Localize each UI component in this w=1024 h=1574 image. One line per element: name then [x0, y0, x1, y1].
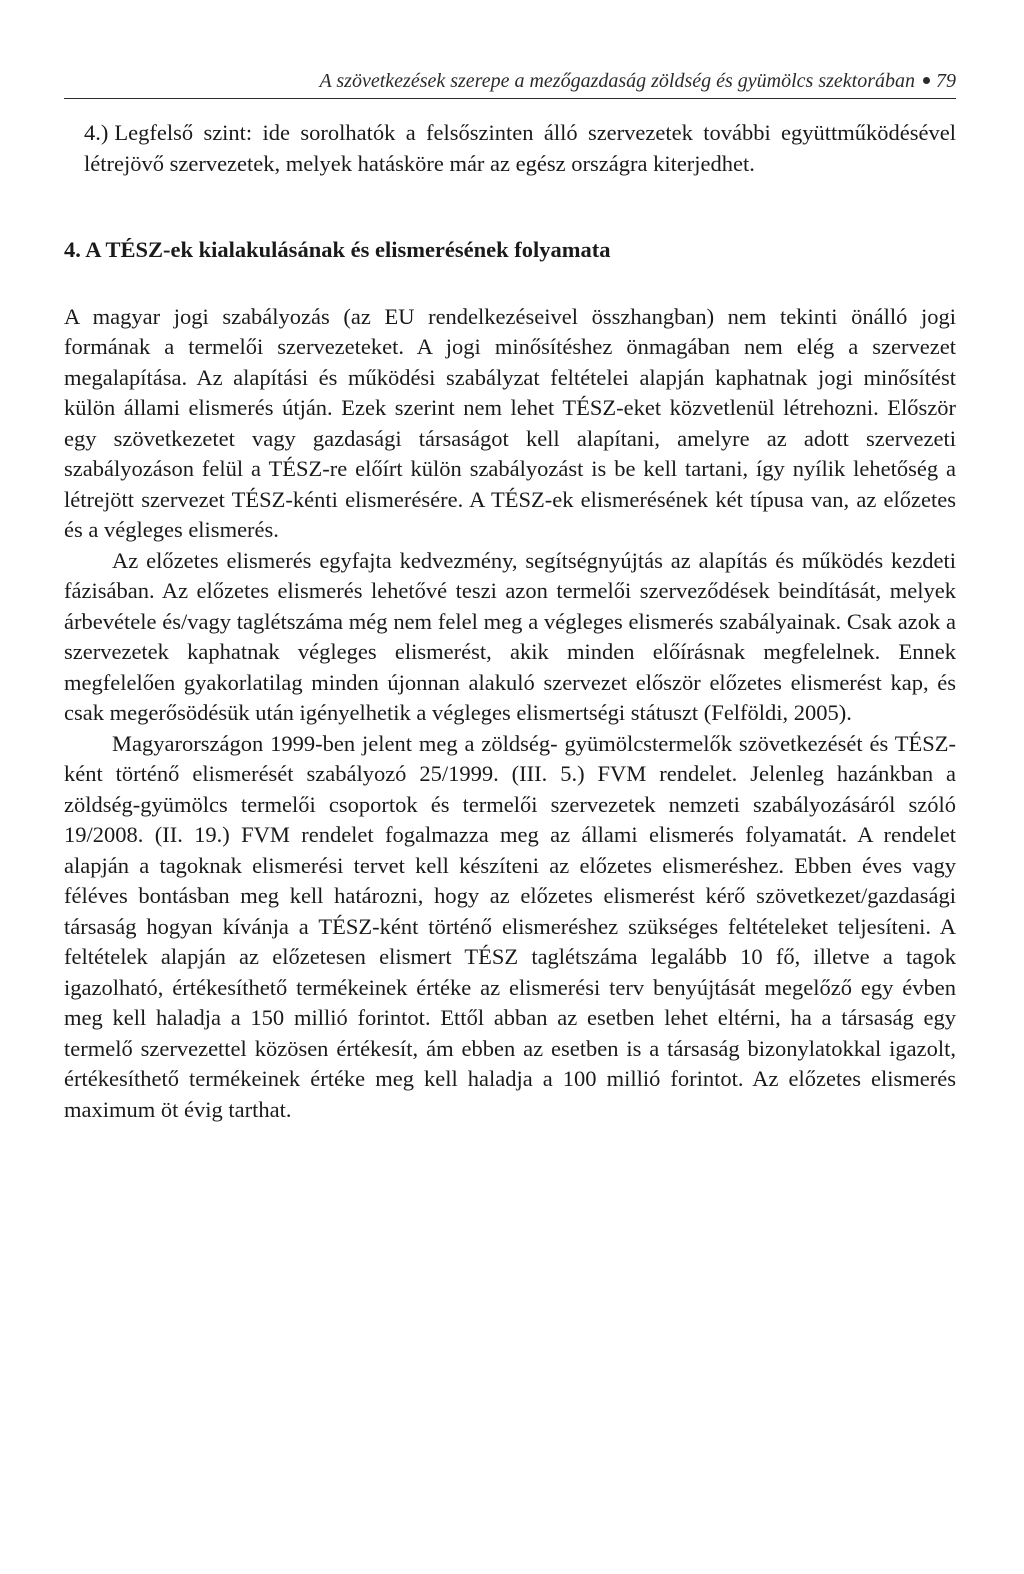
header-rule	[64, 98, 956, 99]
page-number: 79	[936, 70, 956, 92]
section-heading: 4. A TÉSZ-ek kialakulásának és elismerésének folyamata	[64, 237, 611, 262]
paragraph-2: Az előzetes elismerés egyfajta kedvezmény, segítségnyújtás az alapítás és működés kezdeti fázisában. Az előzetes elismerés lehetővé teszi azon termelői szerveződések beindítását, melyek árbevétele és/vagy taglétszáma még nem felel meg a végleges elismerés szabályainak. Csak azok a szervezetek kaphatnak végleges elismerést, akik minden előírásnak megfelelnek. Ennek megfelelően gyakorlatilag minden újonnan alakuló szervezet először előzetes elismerést kap, és csak megerősödésük után igényelhetik a végleges elismertségi státuszt (Felföldi, 2005).	[64, 547, 956, 725]
running-header	[64, 68, 956, 94]
paragraph-3: Magyarországon 1999-ben jelent meg a zöldség- gyümölcstermelők szövetkezését és TÉSZ-ként történő elismerését szabályozó 25/1999. (III. 5.) FVM rendelet. Jelenleg hazánkban a zöldség-gyümölcs termelői csoportok és termelői szervezetek nemzeti szabályozásáról szóló 19/2008. (II. 19.) FVM rendelet fogalmazza meg az állami elismerés folyamatát. A rendelet alapján a tagoknak elismerési tervet kell készíteni az előzetes elismeréshez. Ebben éves vagy féléves bontásban meg kell határozni, hogy az előzetes elismerést kérő szövetkezet/gazdasági társaság hogyan kívánja a TÉSZ-ként történő elismeréshez szükséges feltételeket teljesíteni. A feltételek alapján az előzetesen elismert TÉSZ taglétszáma legalább 10 fő, illetve a tagok igazolható, értékesíthető termékeinek értéke az elismerési terv benyújtását megelőző egy évben meg kell haladja a 150 millió forintot. Ettől abban az esetben lehet eltérni, ha a társaság egy termelő szervezettel közösen értékesít, ám ebben az esetben is a társaság bizonylatokkal igazolt, értékesíthető termékeinek értéke meg kell haladja a 100 millió forintot. Az előzetes elismerés maximum öt évig tarthat.	[64, 730, 956, 1122]
paragraph-1: A magyar jogi szabályozás (az EU rendelkezéseivel összhangban) nem tekinti önálló jogi formának a termelői szervezeteket. A jogi minősítéshez önmagában nem elég a szervezet megalapítása. Az alapítási és működési szabályzat feltételei alapján kaphatnak jogi minősítést külön állami elismerés útján. Ezek szerint nem lehet TÉSZ-eket közvetlenül létrehozni. Először egy szövetkezetet vagy gazdasági társaságot kell alapítani, amelyre az adott szervezeti szabályozáson felül a TÉSZ-re előírt külön szabályozást is be kell tartani, így nyílik lehetőség a létrejött szervezet TÉSZ-kénti elismerésére. A TÉSZ-ek elismerésének két típusa van, az előzetes és a végleges elismerés.	[64, 303, 956, 542]
list-item-label: 4.)	[84, 120, 109, 145]
list-item-level4	[64, 118, 956, 179]
list-item-text: Legfelső szint: ide sorolhatók a felsőszinten álló szervezetek további együttműködésével létrejövő szervezetek, melyek hatásköre már az egész országra kiterjedhet.	[84, 120, 956, 176]
running-title: A szövetkezések szerepe a mezőgazdaság zöldség és gyümölcs szektorában	[319, 70, 915, 92]
bullet-icon	[923, 77, 930, 84]
body-text	[64, 118, 956, 1125]
